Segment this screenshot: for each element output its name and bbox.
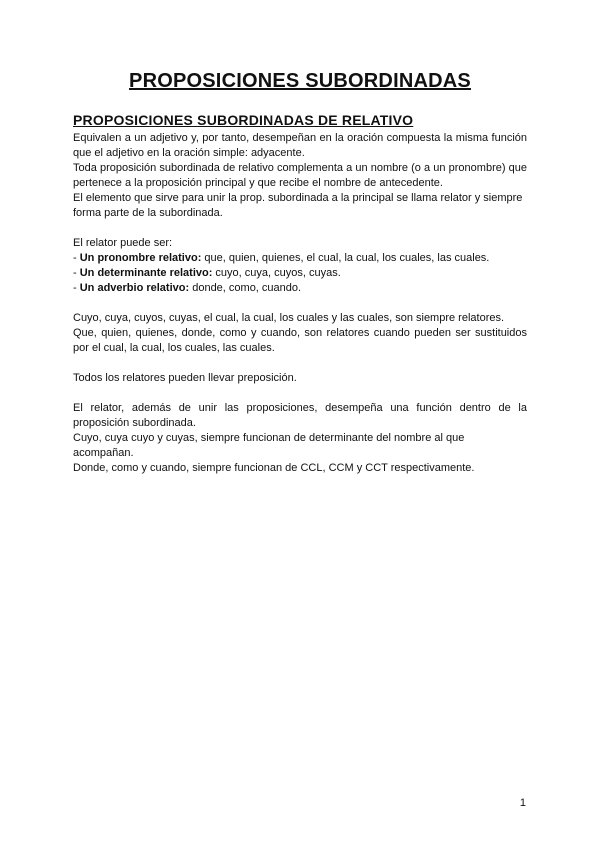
relator-intro: El relator puede ser: [73,237,173,249]
document-body [73,131,527,476]
spacer [73,296,527,311]
list-text: que, quien, quienes, el cual, la cual, los cuales, las cuales. [201,252,490,264]
paragraph-definition: Equivalen a un adjetivo y, por tanto, desempeñan en la oración compuesta la misma función que el adjetivo en la oración simple: adyacente. [73,132,527,159]
list-item-adverbio [73,281,527,296]
list-text: donde, como, cuando. [189,282,302,294]
paragraph-antecedent: Toda proposición subordinada de relativo complementa a un nombre (o a un pronombre) que pertenece a la proposición principal y que recibe el nombre de antecedente. [73,162,527,189]
list-term: Un pronombre relativo: [79,252,202,264]
page-number: 1 [519,797,526,809]
paragraph-function: El relator, además de unir las proposiciones, desempeña una función dentro de la proposición subordinada. [73,402,527,429]
paragraph-preposition: Todos los relatores pueden llevar preposición. [73,372,297,384]
paragraph-determinante: Cuyo, cuya cuyo y cuyas, siempre funcionan de determinante del nombre al que acompañan. [73,432,465,459]
paragraph-relator: El elemento que sirve para unir la prop. subordinada a la principal se llama relator y siempre forma parte de la subordinada. [73,192,523,219]
paragraph-adverbial: Donde, como y cuando, siempre funcionan de CCL, CCM y CCT respectivamente. [73,462,475,474]
page-title: PROPOSICIONES SUBORDINADAS [129,70,471,92]
spacer [73,386,527,401]
list-term: Un adverbio relativo: [79,282,190,294]
list-text: cuyo, cuya, cuyos, cuyas. [212,267,341,279]
list-term: Un determinante relativo: [79,267,213,279]
section-title: PROPOSICIONES SUBORDINADAS DE RELATIVO [73,112,414,128]
spacer [73,356,527,371]
list-bullet: - [73,282,80,294]
paragraph-substitution: Que, quien, quienes, donde, como y cuando, son relatores cuando pueden ser sustituidos por el cual, la cual, los cuales, las cuales. [73,327,527,354]
spacer [73,221,527,236]
paragraph-always-relators: Cuyo, cuya, cuyos, cuyas, el cual, la cual, los cuales y las cuales, son siempre relatores. [73,312,505,324]
list-item-determinante [73,266,527,281]
list-item-pronombre [73,251,527,266]
list-bullet: - [73,267,80,279]
list-bullet: - [73,252,80,264]
